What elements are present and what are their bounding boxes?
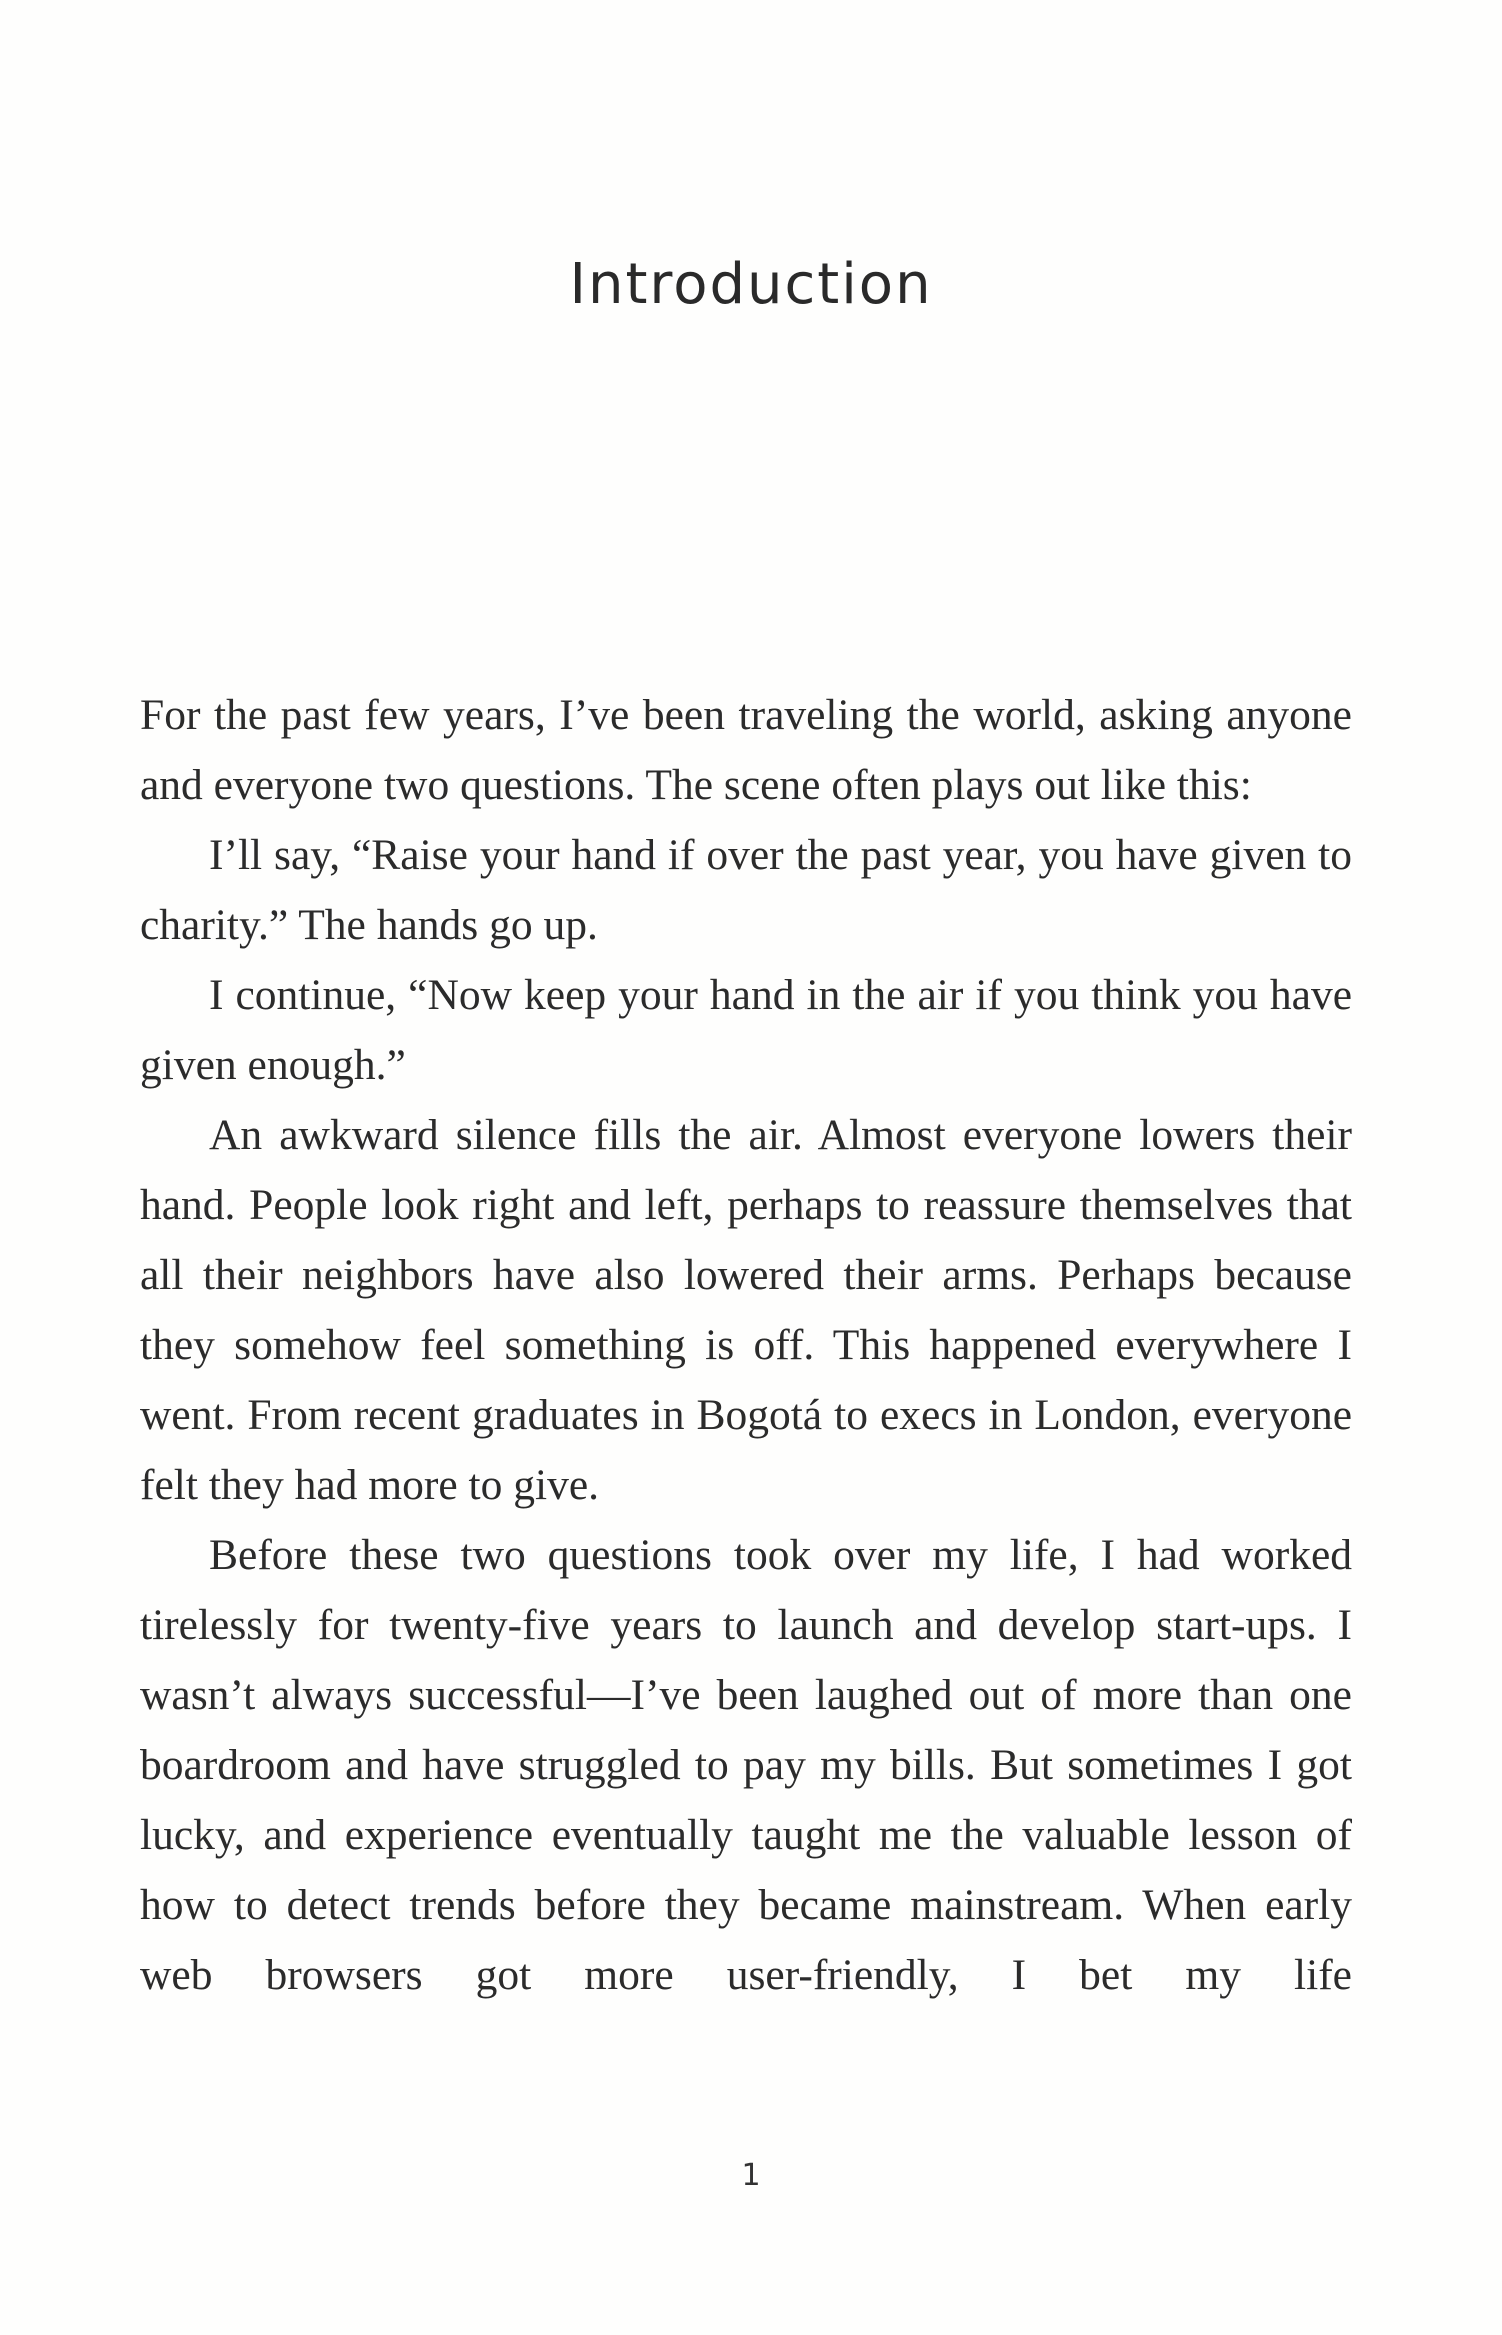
paragraph: For the past few years, I’ve been traveling the world, asking anyone and everyone two questions. The scene often plays out like this:	[140, 691, 1352, 809]
body-text	[140, 680, 1352, 2010]
paragraph: Before these two questions took over my life, I had worked tirelessly for twenty-five years to launch and develop start-ups. I wasn’t always successful—I’ve been laughed out of more than one boardroom and have struggled to pay my bills. But sometimes I got lucky, and experience eventually taught me the valuable lesson of how to detect trends before they became mainstream. When early web browsers got more user-friendly, I bet my life	[140, 1531, 1352, 1999]
chapter-title: Introduction	[569, 252, 933, 317]
paragraph: An awkward silence fills the air. Almost everyone lowers their hand. People look right and left, perhaps to reassure themselves that all their neighbors have also lowered their arms. Perhaps because they somehow feel something is off. This happened everywhere I went. From recent graduates in Bogotá to execs in London, everyone felt they had more to give.	[140, 1111, 1352, 1509]
page-number: 1	[741, 2158, 761, 2193]
paragraph: I continue, “Now keep your hand in the air if you think you have given enough.”	[140, 971, 1352, 1089]
paragraph: I’ll say, “Raise your hand if over the past year, you have given to charity.” The hands go up.	[140, 831, 1352, 949]
